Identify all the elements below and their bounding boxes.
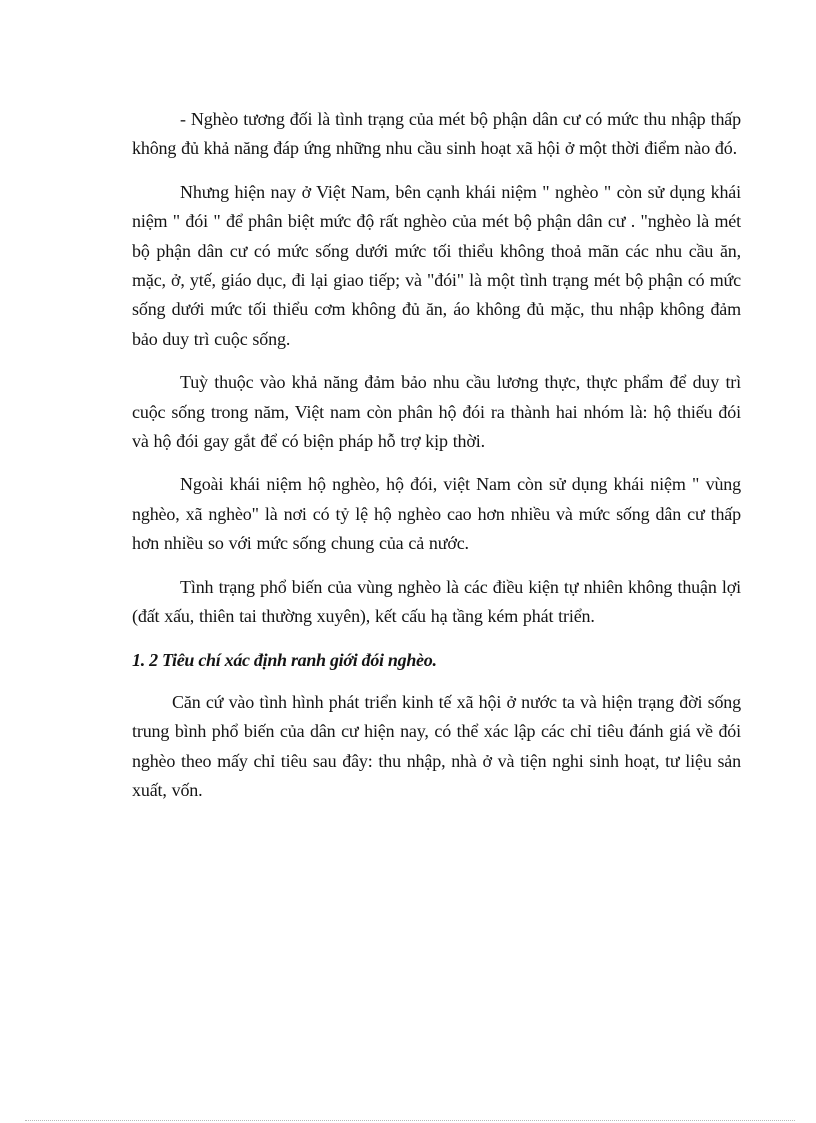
paragraph-poverty-criteria: Căn cứ vào tình hình phát triển kinh tế xã hội ở nước ta và hiện trạng đời sống trung bình phổ biến của dân cư hiện nay, có thể xác lập các chỉ tiêu đánh giá về đói nghèo theo mấy chỉ tiêu sau đây: thu nhập, nhà ở và tiện nghi sinh hoạt, tư liệu sản xuất, vốn. — [132, 691, 741, 801]
page-bottom-dotted-rule — [25, 1120, 795, 1121]
paragraph-relative-poverty: - Nghèo tương đối là tình trạng của mét bộ phận dân cư có mức thu nhập thấp không đủ khả năng đáp ứng những nhu cầu sinh hoạt xã hội ở một thời điểm nào đó. — [132, 109, 741, 159]
paragraph-poor-region-conditions: Tình trạng phổ biến của vùng nghèo là các điều kiện tự nhiên không thuận lợi (đất xấu, thiên tai thường xuyên), kết cấu hạ tầng kém phát triển. — [132, 576, 741, 627]
paragraph-poverty-hunger-concepts: Nhưng hiện nay ở Việt Nam, bên cạnh khái niệm " nghèo " còn sử dụng khái niệm " đói " để phân biệt mức độ rất nghèo của mét bộ phận dân cư . "nghèo là mét bộ phận dân cư có mức sống dưới mức tối thiểu không thoả mãn các nhu cầu ăn, mặc, ở, ytế, giáo dục, đi lại giao tiếp; và "đói" là một tình trạng mét bộ phận có mức sống dưới mức tối thiểu cơm không đủ ăn, áo không đủ mặc, thu nhập không đảm bảo duy trì cuộc sống. — [132, 181, 741, 349]
paragraph-poor-regions: Ngoài khái niệm hộ nghèo, hộ đói, việt Nam còn sử dụng khái niệm " vùng nghèo, xã nghèo" là nơi có tỷ lệ hộ nghèo cao hơn nhiều và mức sống dân cư thấp hơn nhiều so với mức sống chung của cả nước. — [132, 474, 741, 554]
section-heading: 1. 2 Tiêu chí xác định ranh giới đói nghèo. — [132, 649, 437, 670]
page-body — [132, 105, 741, 820]
paragraph-hunger-groups: Tuỳ thuộc vào khả năng đảm bảo nhu cầu lương thực, thực phẩm để duy trì cuộc sống trong năm, Việt nam còn phân hộ đói ra thành hai nhóm là: hộ thiếu đói và hộ đói gay gắt để có biện pháp hỗ trợ kịp thời. — [132, 372, 741, 452]
